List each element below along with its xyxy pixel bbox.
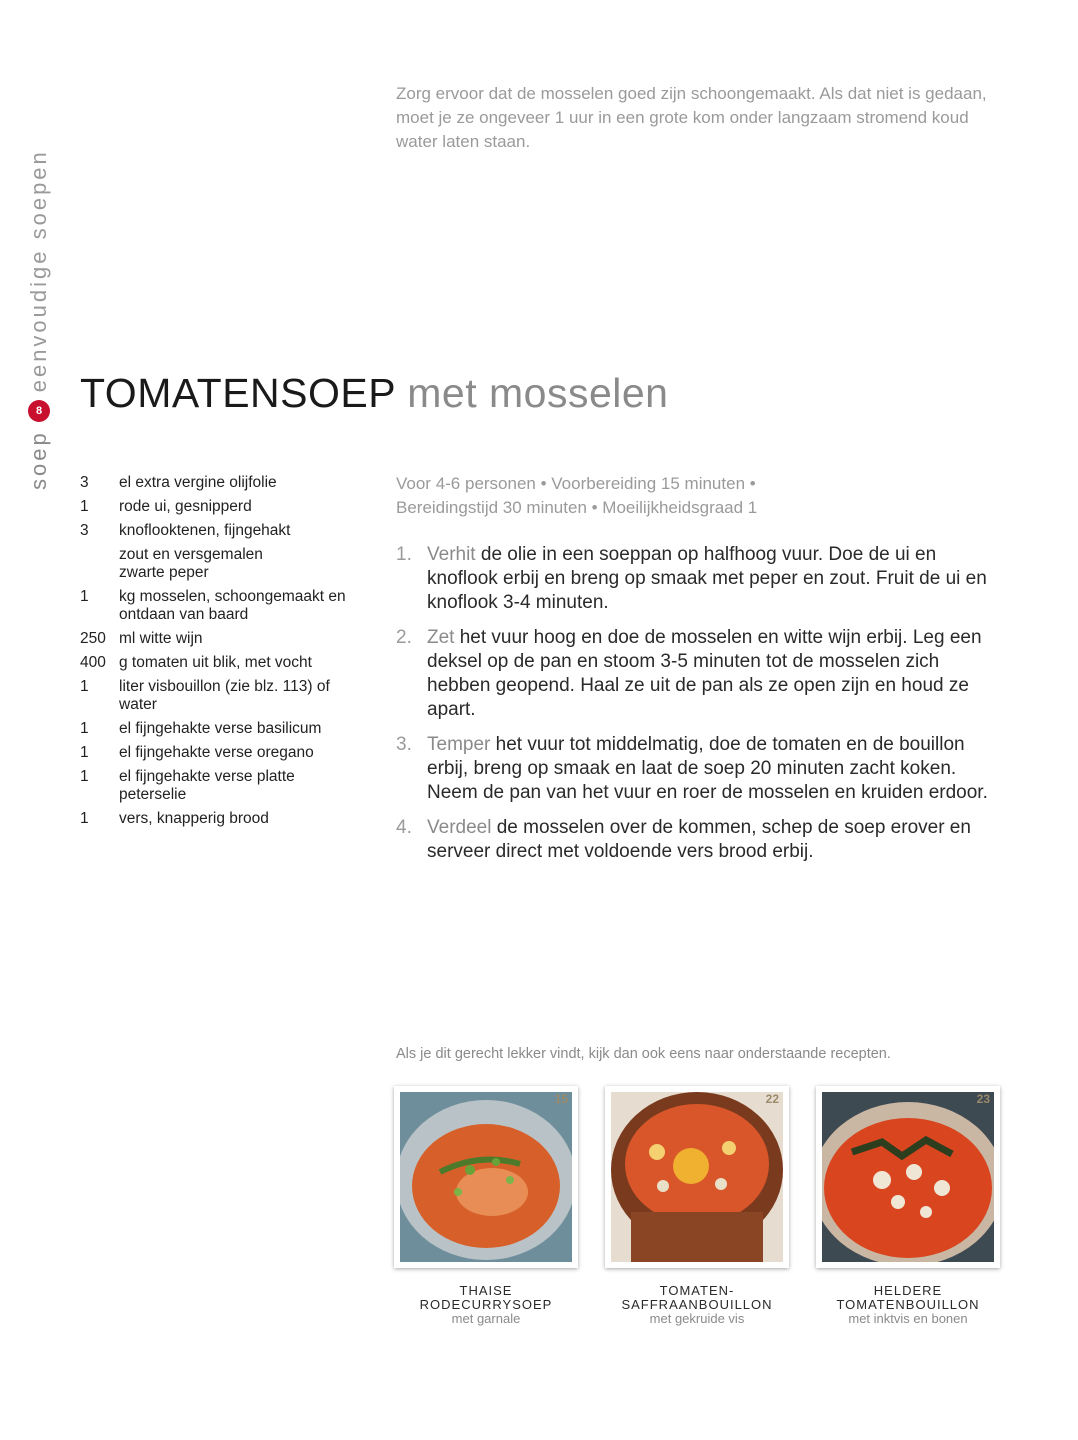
recipe-photo-tomato-broth [822,1092,994,1262]
ingredient-qty: 1 [80,678,89,695]
recipe-title [80,370,668,417]
step-number: 4. [396,817,412,838]
ingredient-item [80,744,370,762]
step-verb: Verdeel [427,817,492,838]
step-body [427,543,1006,615]
ingredient-qty [80,546,119,582]
recipe-meta-line: Voor 4-6 personen • Voorbereiding 15 minuten • [396,474,756,493]
ingredient-item [80,654,370,672]
page-reference: 15 [554,1092,568,1106]
step-number: 1. [396,544,412,565]
page-number-badge: 8 [28,400,50,422]
step-verb: Verhit [427,544,476,565]
recipe-caption-subtitle: met gekruide vis [649,1311,745,1326]
recipe-caption [605,1284,789,1326]
page-reference: 22 [765,1092,779,1106]
ingredient-qty: 1 [80,720,89,737]
ingredient-text: zout en versgemalen zwarte peper [119,546,263,581]
ingredient-item [80,678,370,714]
step-text: het vuur hoog en doe de mosselen en witte wijn erbij. Leg een deksel op de pan en stoom 3-5 minuten tot de mosselen zich hebben geopend. Haal ze uit de pan als ze open zijn en houd ze apart. [427,627,982,720]
recipe-caption-title: HELDERE TOMATENBOUILLON [836,1283,980,1312]
step-text: de mosselen over de kommen, schep de soep erover en serveer direct met voldoende vers brood erbij. [427,817,971,862]
related-recipes [394,1086,1004,1336]
ingredient-text: rode ui, gesnipperd [119,498,252,515]
recipe-meta-line: Bereidingstijd 30 minuten • Moeilijkheidsgraad 1 [396,498,758,517]
ingredient-item [80,498,370,516]
ingredient-text: kg mosselen, schoongemaakt en ontdaan van baard [119,588,346,623]
recipe-title-rest: met mosselen [407,370,669,416]
recipe-caption-subtitle: met garnale [451,1311,521,1326]
ingredient-qty: 400 [80,654,106,671]
recipe-photo-curry-soup [400,1092,572,1262]
step-text: de olie in een soeppan op halfhoog vuur. Doe de ui en knoflook erbij en breng op smaak met peper en zout. Fruit de ui en knoflook 3-4 minuten. [427,544,987,613]
recipe-caption-subtitle: met inktvis en bonen [848,1311,968,1326]
ingredient-qty: 1 [80,768,89,785]
recipe-photo-frame[interactable] [816,1086,1000,1268]
related-recipe-card[interactable] [816,1086,1000,1326]
ingredient-qty: 1 [80,744,89,761]
ingredient-qty: 1 [80,498,89,515]
method-step [396,543,1006,615]
recipe-caption-title: TOMATEN- SAFFRAANBOUILLON [621,1283,773,1312]
ingredient-item [80,474,370,492]
ingredient-text: ml witte wijn [119,630,203,647]
ingredient-item [80,522,370,540]
method-step [396,816,1006,864]
page-reference: 23 [976,1092,990,1106]
step-text: het vuur tot middelmatig, doe de tomaten en de bouillon erbij, breng op smaak en laat de soep 20 minuten zacht koken. Neem de pan van het vuur en roer de mosselen en kruiden erdoor. [427,734,988,803]
ingredient-qty: 1 [80,810,89,827]
step-body [427,816,1006,864]
ingredient-qty: 1 [80,588,89,605]
recipe-title-main: TOMATENSOEP [80,370,396,416]
related-recipes-intro: Als je dit gerecht lekker vindt, kijk dan ook eens naar onderstaande recepten. [396,1046,891,1062]
section-label: soep [26,430,51,490]
ingredient-item [80,546,370,582]
step-number: 3. [396,734,412,755]
ingredient-text: g tomaten uit blik, met vocht [119,654,312,671]
method-step [396,626,1006,722]
ingredient-text: vers, knapperig brood [119,810,269,827]
step-verb: Temper [427,734,491,755]
method-steps [396,543,1006,875]
subsection-label: eenvoudige soepen [26,149,51,393]
intro-note: Zorg ervoor dat de mosselen goed zijn schoongemaakt. Als dat niet is gedaan, moet je ze ongeveer 1 uur in een grote kom onder langzaam stromend koud water laten staan. [396,84,987,151]
section-tab [26,149,52,490]
ingredient-text: el fijngehakte verse platte peterselie [119,768,295,803]
ingredient-text: knoflooktenen, fijngehakt [119,522,291,539]
ingredient-text: el fijngehakte verse basilicum [119,720,322,737]
recipe-caption [816,1284,1000,1326]
step-body [427,733,1006,805]
step-verb: Zet [427,627,455,648]
ingredient-item [80,720,370,738]
ingredient-item [80,768,370,804]
recipe-photo-frame[interactable] [605,1086,789,1268]
method-step [396,733,1006,805]
step-body [427,626,1006,722]
recipe-caption [394,1284,578,1326]
ingredient-item [80,588,370,624]
ingredient-qty: 3 [80,522,89,539]
ingredient-text: el fijngehakte verse oregano [119,744,314,761]
ingredient-text: el extra vergine olijfolie [119,474,277,491]
step-number: 2. [396,627,412,648]
ingredient-list [80,474,370,834]
recipe-meta [396,472,996,520]
recipe-caption-title: THAISE RODECURRYSOEP [419,1283,553,1312]
recipe-photo-saffron-broth [611,1092,783,1262]
ingredient-item [80,630,370,648]
ingredient-qty: 3 [80,474,89,491]
recipe-photo-frame[interactable] [394,1086,578,1268]
ingredient-item [80,810,370,828]
related-recipe-card[interactable] [605,1086,789,1326]
related-recipe-card[interactable] [394,1086,578,1326]
ingredient-qty: 250 [80,630,106,647]
ingredient-text: liter visbouillon (zie blz. 113) of water [119,678,330,713]
